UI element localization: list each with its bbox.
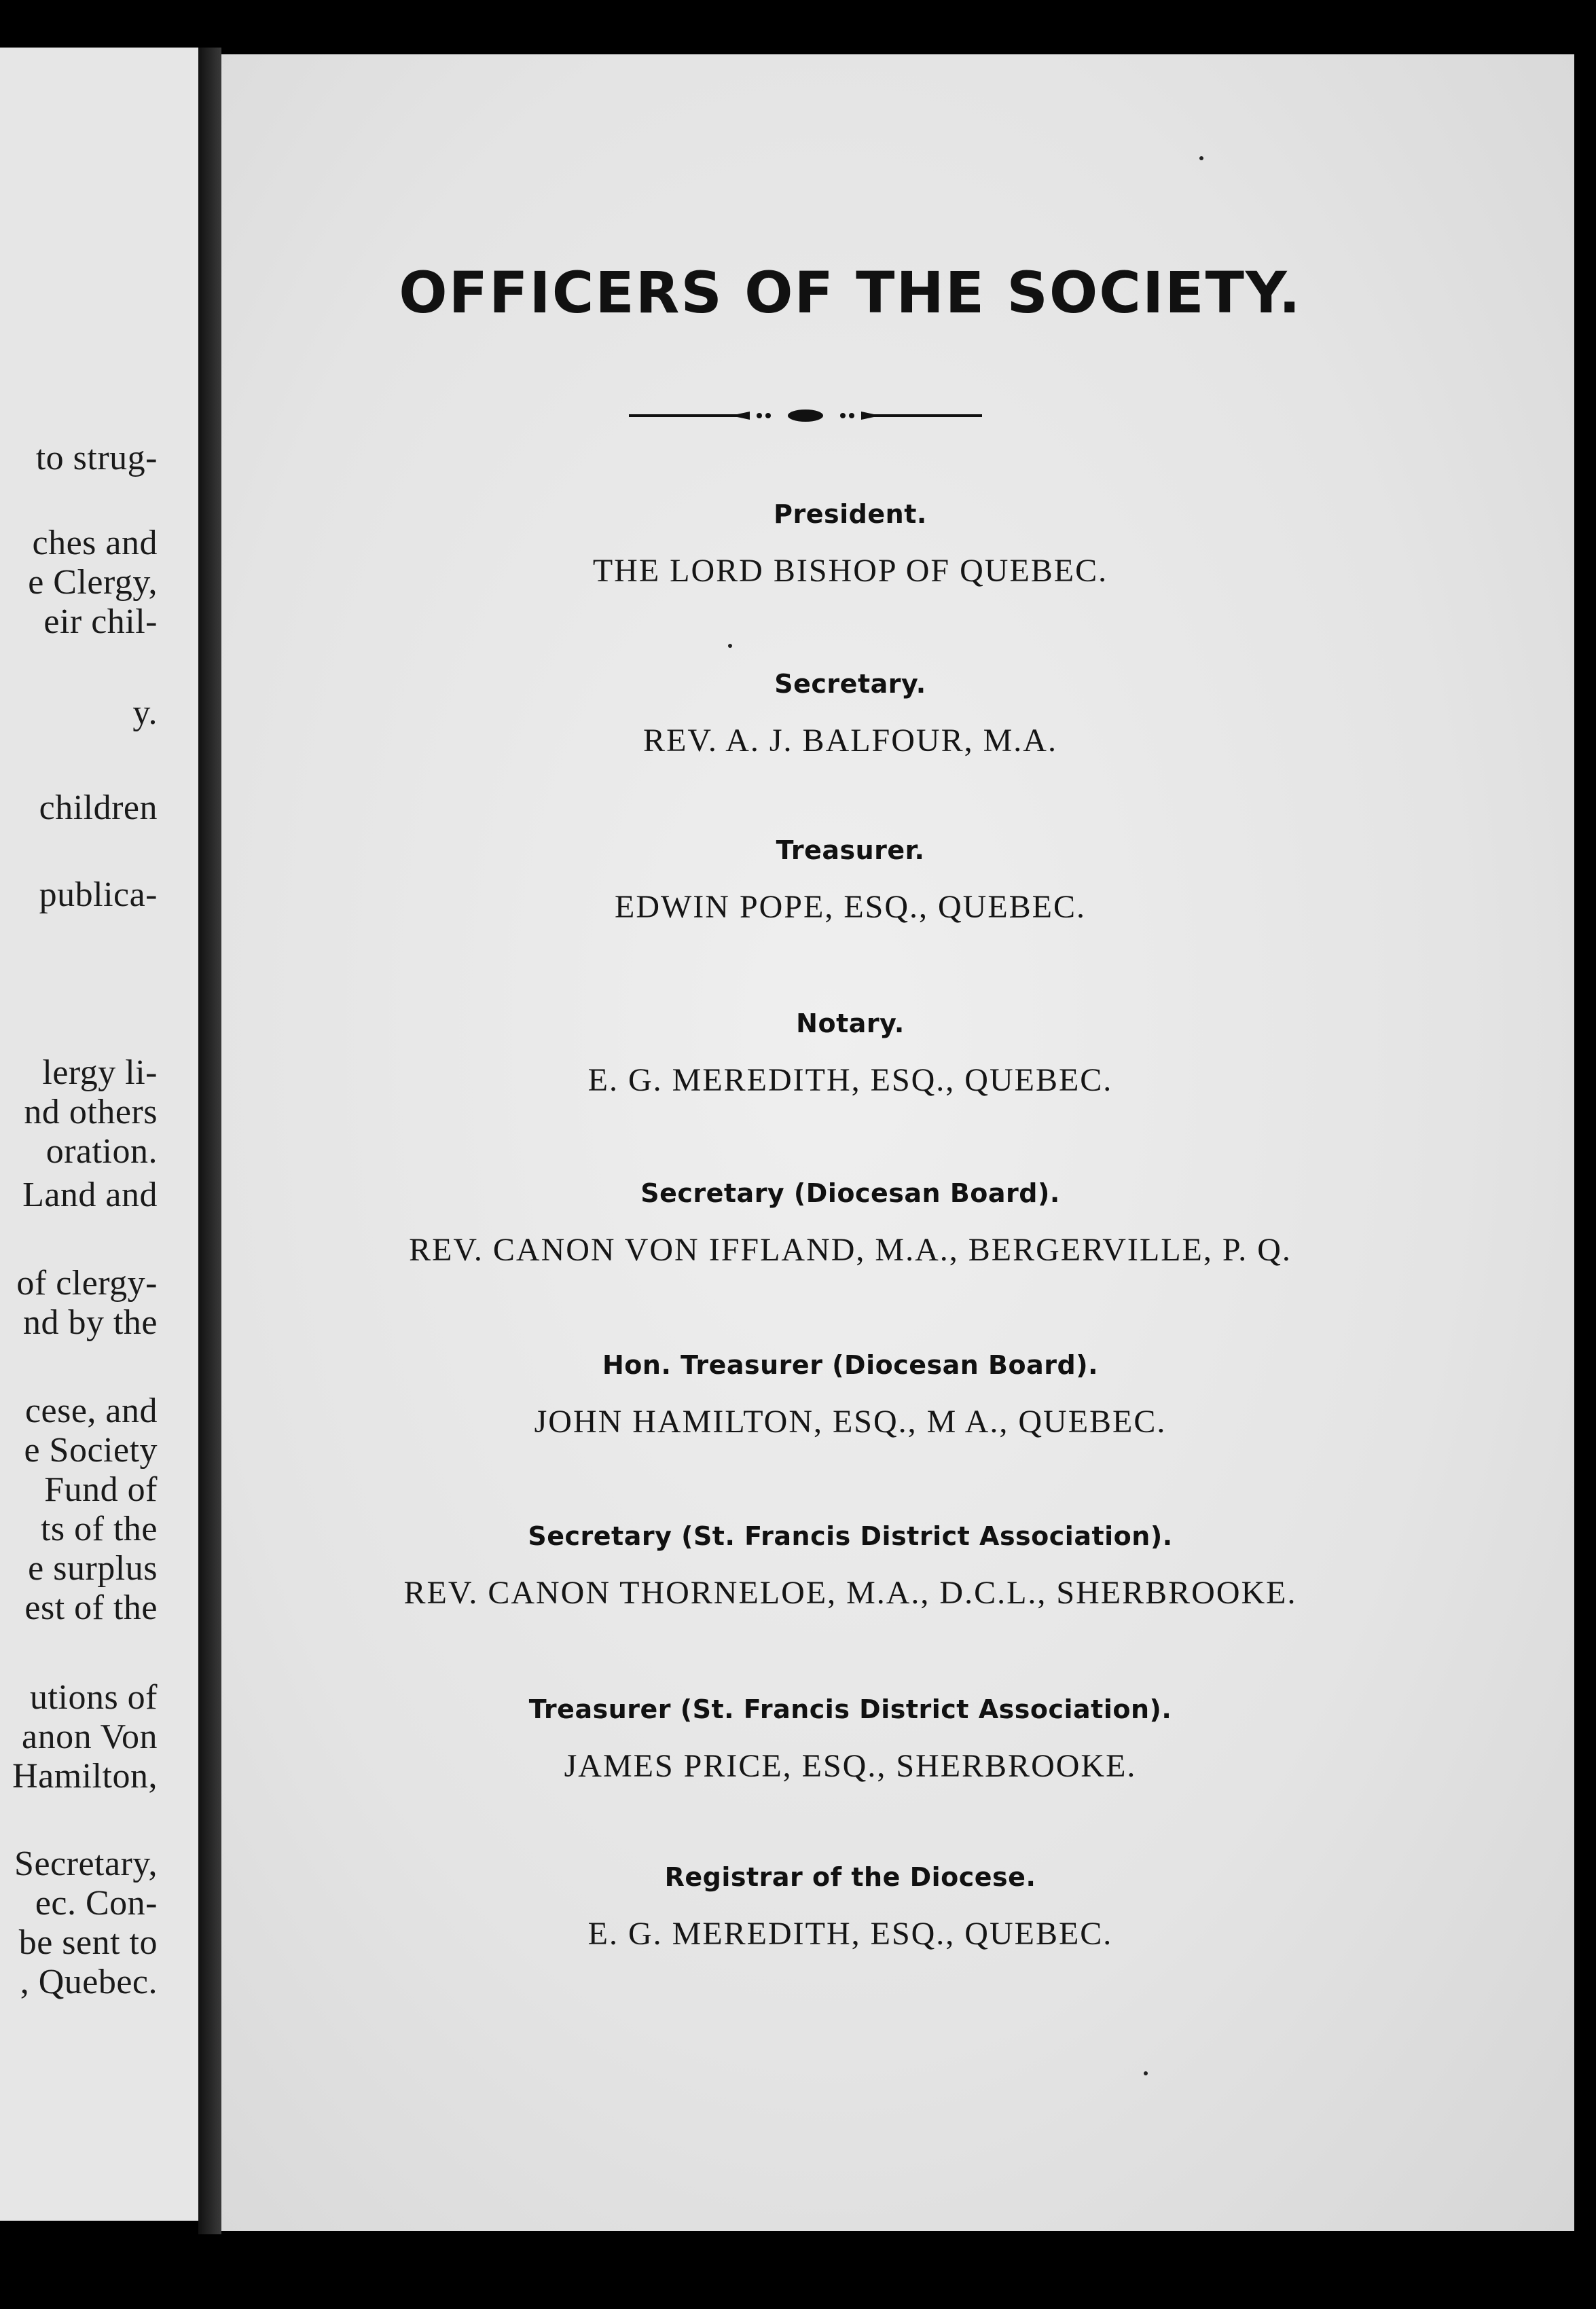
officer-role: Secretary (Diocesan Board). bbox=[640, 1178, 1060, 1208]
print-speck bbox=[1199, 156, 1203, 160]
left-page-line: ts of the bbox=[40, 1510, 158, 1548]
officer-name: E. G. MEREDITH, ESQ., QUEBEC. bbox=[587, 1062, 1113, 1098]
officer-entry-president bbox=[174, 499, 1527, 589]
left-page-line: ec. Con- bbox=[35, 1884, 158, 1923]
officer-entry-diocesan-treasurer bbox=[174, 1350, 1527, 1440]
officer-name: REV. CANON VON IFFLAND, M.A., BERGERVILLE, P. Q. bbox=[409, 1232, 1292, 1268]
officer-role: Treasurer. bbox=[776, 835, 925, 865]
left-page-line: utions of bbox=[30, 1678, 158, 1717]
officer-entry-district-treasurer bbox=[174, 1694, 1527, 1785]
officer-name: REV. A. J. BALFOUR, M.A. bbox=[643, 723, 1057, 759]
officer-name: E. G. MEREDITH, ESQ., QUEBEC. bbox=[587, 1916, 1113, 1952]
officer-name: THE LORD BISHOP OF QUEBEC. bbox=[592, 553, 1108, 589]
left-page-line: Secretary, bbox=[14, 1844, 158, 1883]
left-page-line: children bbox=[39, 788, 158, 827]
left-page-line: e Clergy, bbox=[28, 563, 158, 602]
left-page-line: lergy li- bbox=[42, 1053, 158, 1092]
left-page-line: publica- bbox=[39, 875, 158, 914]
left-page-line: nd by the bbox=[22, 1303, 158, 1342]
print-speck bbox=[728, 644, 732, 648]
officer-entry-notary bbox=[174, 1008, 1527, 1099]
officer-role: Secretary (St. Francis District Association). bbox=[528, 1521, 1173, 1551]
officer-entry-secretary bbox=[174, 669, 1527, 759]
left-page-line: , Quebec. bbox=[20, 1963, 158, 2001]
officer-entry-registrar bbox=[174, 1862, 1527, 1952]
left-page-line: eir chil- bbox=[43, 602, 158, 641]
officer-name: EDWIN POPE, ESQ., QUEBEC. bbox=[615, 889, 1086, 925]
officer-name: REV. CANON THORNELOE, M.A., D.C.L., SHERBROOKE. bbox=[403, 1575, 1297, 1611]
left-page-line: y. bbox=[132, 693, 158, 732]
officer-entry-diocesan-secretary bbox=[174, 1178, 1527, 1269]
left-page-line: to strug- bbox=[35, 439, 158, 477]
left-page-line: e surplus bbox=[28, 1549, 158, 1588]
officer-name: JOHN HAMILTON, ESQ., M A., QUEBEC. bbox=[534, 1404, 1167, 1440]
left-page-line: oration. bbox=[46, 1132, 158, 1171]
left-page-line: Hamilton, bbox=[12, 1757, 158, 1796]
left-page-line: be sent to bbox=[18, 1923, 158, 1962]
officer-role: Notary. bbox=[796, 1008, 905, 1038]
print-speck bbox=[1144, 2071, 1148, 2075]
ornament-divider bbox=[629, 402, 982, 429]
page-title: OFFICERS OF THE SOCIETY. bbox=[399, 259, 1302, 326]
officer-name: JAMES PRICE, ESQ., SHERBROOKE. bbox=[564, 1748, 1137, 1784]
left-page-line: nd others bbox=[24, 1093, 158, 1131]
officer-entry-district-secretary bbox=[174, 1521, 1527, 1612]
officer-role: President. bbox=[774, 499, 927, 529]
left-page-line: ches and bbox=[32, 524, 158, 562]
officer-role: Treasurer (St. Francis District Association). bbox=[528, 1694, 1172, 1724]
officer-role: Hon. Treasurer (Diocesan Board). bbox=[602, 1350, 1099, 1380]
left-facing-page bbox=[0, 48, 202, 2221]
officer-role: Registrar of the Diocese. bbox=[664, 1862, 1036, 1892]
left-page-line: e Society bbox=[24, 1431, 158, 1470]
officer-entry-treasurer bbox=[174, 835, 1527, 926]
left-page-line: cese, and bbox=[24, 1392, 158, 1430]
left-page-line: Land and bbox=[22, 1176, 158, 1214]
officer-role: Secretary. bbox=[774, 669, 926, 699]
left-page-line: of clergy- bbox=[16, 1264, 158, 1303]
left-page-line: est of the bbox=[24, 1588, 158, 1627]
left-page-line: anon Von bbox=[22, 1717, 158, 1756]
main-page bbox=[221, 54, 1574, 2231]
left-page-line: Fund of bbox=[44, 1470, 158, 1509]
